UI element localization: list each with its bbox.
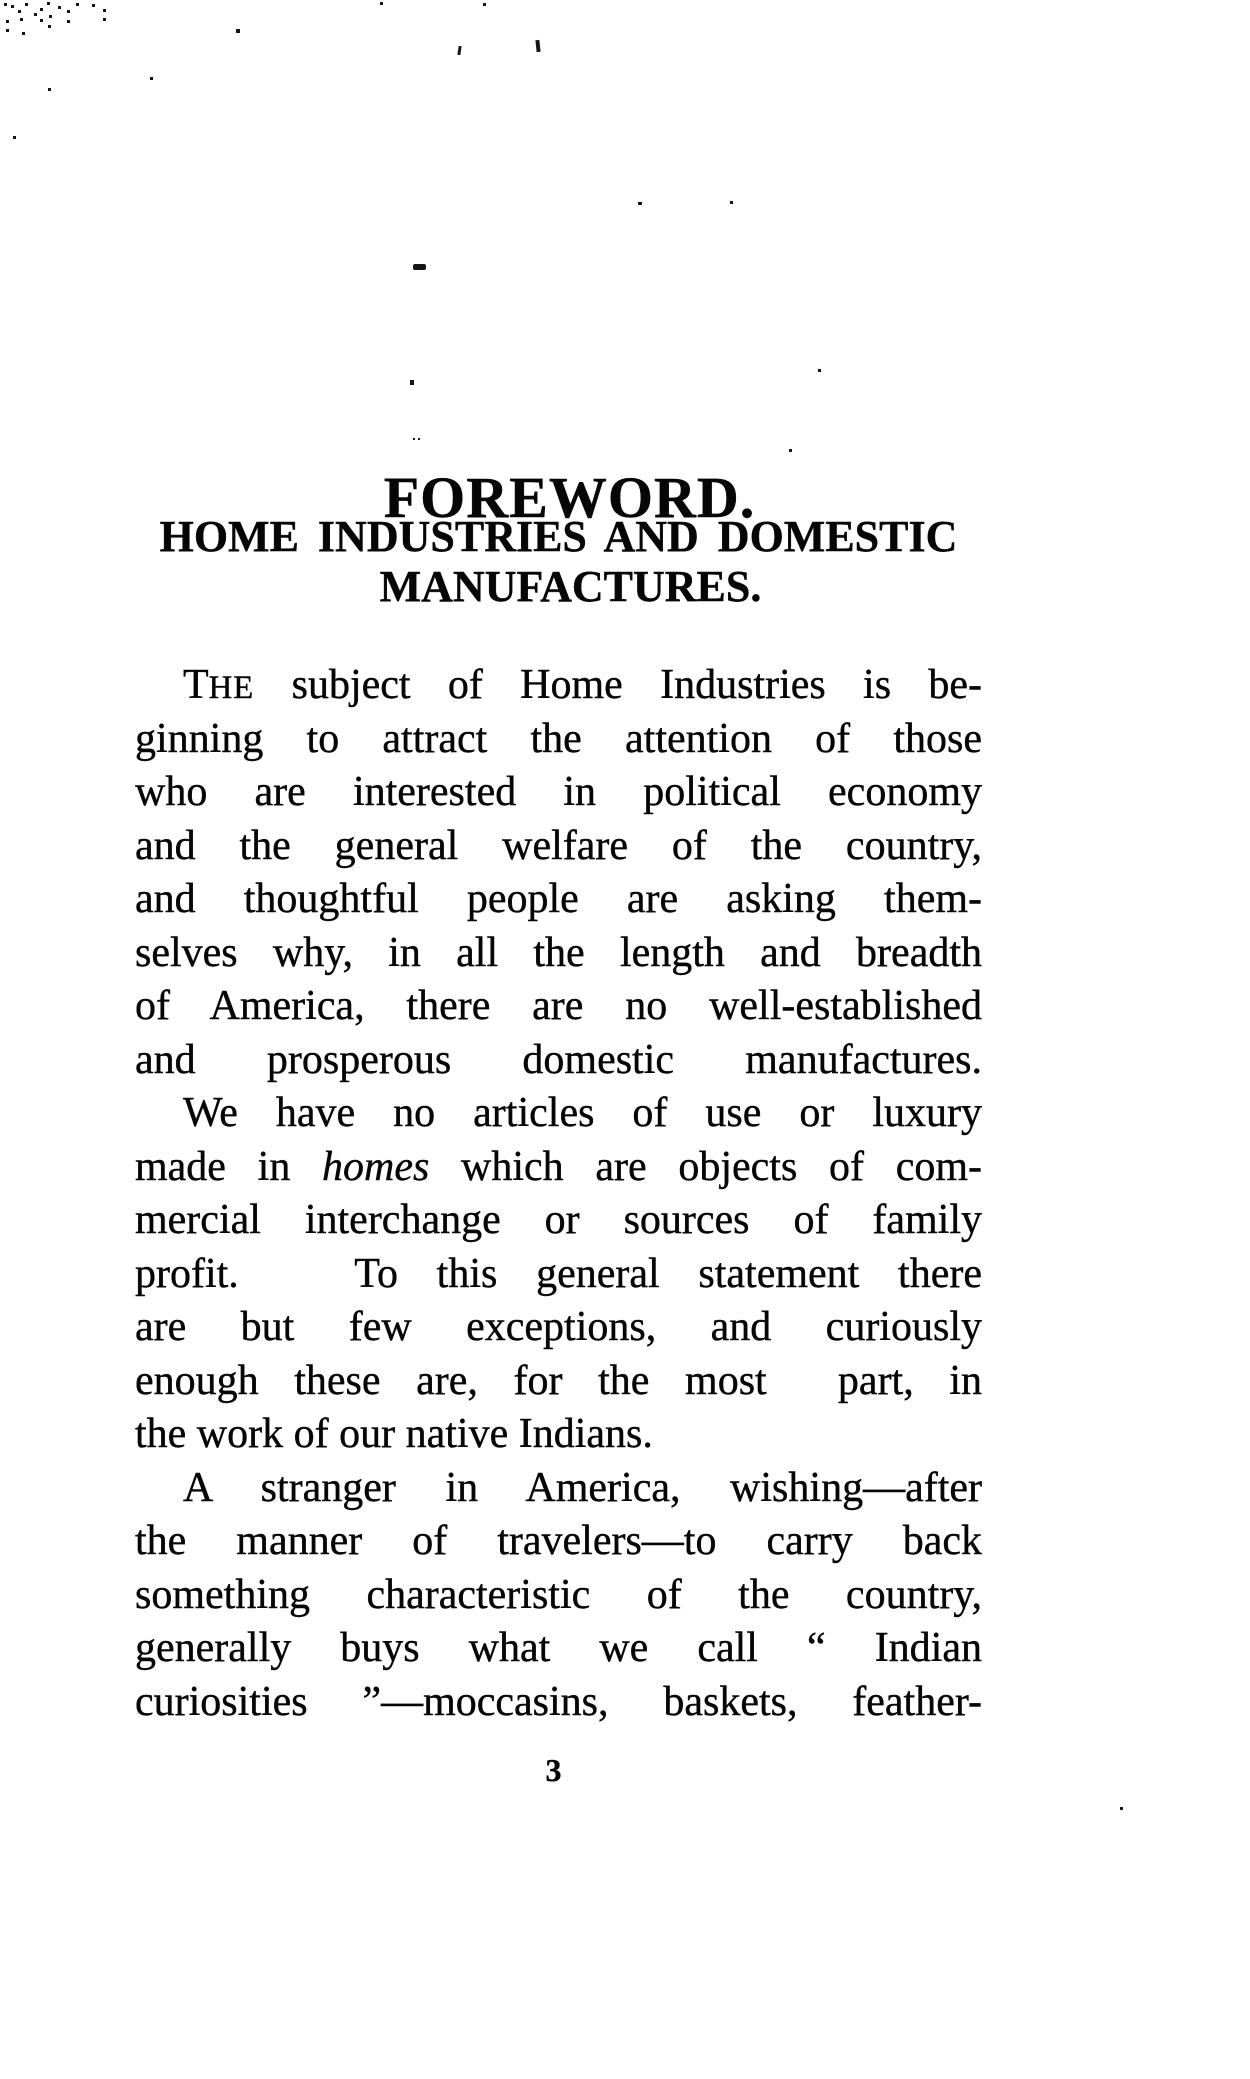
- scan-speck: [48, 88, 51, 91]
- italic-word: homes: [322, 1143, 430, 1190]
- text-line: [135, 659, 982, 713]
- line-text: subject of Home Industries is be-: [254, 662, 982, 708]
- line-text: curiosities ”—moccasins, baskets, feather-: [135, 1678, 982, 1725]
- scan-speck: [789, 449, 792, 452]
- scan-speck: [380, 2, 383, 5]
- text-line: [135, 1087, 982, 1141]
- line-text: who are interested in political economy: [135, 769, 982, 815]
- text-line: [135, 1622, 982, 1676]
- line-text: profit. To this general statement there: [135, 1250, 982, 1297]
- scan-noise-cluster: [4, 3, 7, 6]
- text-line: [135, 1676, 982, 1730]
- scan-speck: [818, 369, 821, 372]
- scan-speck: [236, 29, 240, 33]
- scan-speck: [1120, 1807, 1123, 1810]
- line-text: which are objects of com-: [429, 1143, 982, 1190]
- text-line: [135, 927, 982, 981]
- text-line: [135, 1569, 982, 1623]
- line-text: and thoughtful people are asking them-: [135, 876, 982, 922]
- small-caps-text: HE: [208, 670, 255, 706]
- line-text: generally buys what we call “ Indian: [135, 1625, 982, 1671]
- section-heading-line2: MANUFACTURES.: [379, 562, 762, 611]
- line-text: We have no articles of use or luxury: [183, 1090, 982, 1136]
- body-text: [135, 659, 982, 1729]
- scan-speck: [638, 202, 642, 205]
- page-title: FOREWORD.: [383, 464, 756, 530]
- scan-speck: [413, 438, 415, 440]
- line-text: and prosperous domestic manufactures.: [135, 1036, 982, 1083]
- text-line: [135, 1248, 982, 1302]
- line-text: ginning to attract the attention of those: [135, 715, 982, 762]
- scan-speck: [418, 438, 420, 440]
- text-line: [135, 820, 982, 874]
- scan-speck: [483, 3, 486, 6]
- text-line: [135, 1034, 982, 1088]
- text-line: [135, 1408, 982, 1462]
- line-text: made in: [135, 1143, 323, 1190]
- scan-dash-mark: [413, 264, 426, 270]
- line-text: and the general welfare of the country,: [135, 822, 982, 869]
- scan-speck: [535, 40, 540, 52]
- scan-speck: [730, 201, 733, 204]
- line-text: the manner of travelers—to carry back: [135, 1518, 982, 1564]
- line-text: mercial interchange or sources of family: [135, 1197, 982, 1243]
- text-line: [135, 1194, 982, 1248]
- line-text: selves why, in all the length and breadth: [135, 929, 982, 976]
- line-text: something characteristic of the country,: [135, 1571, 982, 1618]
- text-line: [135, 873, 982, 927]
- text-line: [135, 1355, 982, 1409]
- text-line: [135, 1515, 982, 1569]
- lead-capital: T: [183, 662, 209, 708]
- text-line: [135, 766, 982, 820]
- scan-speck: [150, 77, 153, 80]
- line-text: the work of our native Indians.: [135, 1411, 653, 1457]
- page-number: 3: [545, 1752, 562, 1788]
- text-line: [135, 1141, 982, 1195]
- text-line: [135, 1462, 982, 1516]
- text-line: [135, 980, 982, 1034]
- text-line: [135, 713, 982, 767]
- scan-speck: [410, 380, 414, 385]
- section-heading-line1: HOME INDUSTRIES AND DOMESTIC: [159, 512, 958, 561]
- scan-speck: [457, 46, 461, 55]
- line-text: of America, there are no well-established: [135, 983, 982, 1029]
- line-text: are but few exceptions, and curiously: [135, 1304, 982, 1350]
- line-text: enough these are, for the most part, in: [135, 1357, 982, 1404]
- text-line: [135, 1301, 982, 1355]
- scan-speck: [13, 136, 16, 139]
- line-text: A stranger in America, wishing—after: [183, 1464, 982, 1511]
